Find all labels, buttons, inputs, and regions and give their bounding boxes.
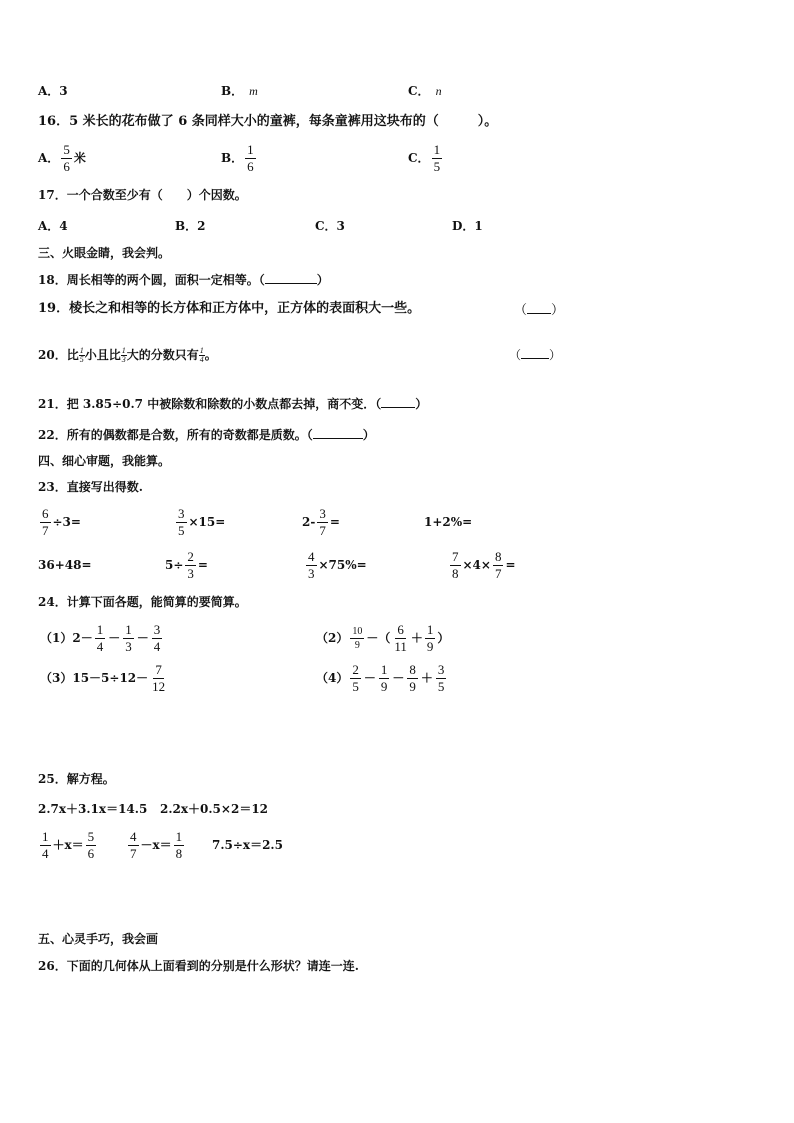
q25-equation-1: 2.7x＋3.1x＝14.5: [38, 802, 148, 816]
q21-text: 21．把 3.85÷0.7 中被除数和除数的小数点都去掉，商不变．（ ）: [38, 397, 428, 411]
q15-option-c: C． n: [408, 84, 442, 98]
fraction: 1 4: [199, 345, 204, 364]
q23-expr-2: $\frac{3}{5}$ ×15=: [178, 505, 226, 538]
answer-blank[interactable]: [521, 346, 549, 359]
q23-expr-4: 1+2%=: [424, 515, 473, 529]
q23-expr-8: $\frac{7}{8}$ ×4× $\frac{8}{7}$ =: [452, 548, 516, 581]
q25-text: 25．解方程。: [38, 772, 115, 786]
fraction: 7 12: [152, 661, 166, 694]
q19-answer: （ ）: [514, 303, 565, 318]
fraction: 3 5: [437, 661, 445, 694]
fraction: 10 9: [352, 625, 363, 651]
q24-problem-4: （4） 2 5 － 1 9 － 8 9 ＋ 3 5: [316, 661, 445, 694]
answer-blank[interactable]: [313, 426, 363, 439]
fraction: 5 6: [63, 141, 70, 174]
fraction: $\frac{2}{3}$: [187, 548, 194, 581]
fraction: $\frac{3}{5}$: [178, 505, 185, 538]
fraction: 1 5: [433, 141, 441, 174]
q18-text: 18．周长相等的两个圆，面积一定相等。（ ）: [38, 273, 329, 287]
fraction: 1 9: [426, 621, 434, 654]
section-5-heading: 五、心灵手巧，我会画: [38, 932, 159, 946]
section-4-heading: 四、细心审题，我能算。: [38, 454, 171, 468]
q17-option-b: B．2: [175, 219, 206, 233]
fraction: 1 4: [96, 621, 104, 654]
fraction: 1 6: [247, 141, 254, 174]
q20-text: 20．比 1 5 小且比 1 3 大的分数只有 1 4 。: [38, 345, 217, 364]
q25-equation-2: 2.2x＋0.5×2＝12: [160, 802, 269, 816]
q16-text: 16．5 米长的花布做了 6 条同样大小的童裤，每条童裤用这块布的（ ）。: [38, 114, 498, 129]
fraction: 6 11: [394, 621, 407, 654]
fraction: 5 6: [87, 828, 95, 861]
fraction: 1 8: [175, 828, 183, 861]
q24-problem-2: （2） 10 9 －（ 6 11 ＋ 1 9 ）: [316, 621, 450, 654]
q25-equation-4: 4 7 －x＝ 1 8: [130, 828, 183, 861]
q17-option-d: D．1: [452, 219, 483, 233]
answer-blank[interactable]: [527, 301, 551, 314]
section-3-heading: 三、火眼金睛，我会判。: [38, 246, 171, 260]
fraction: $\frac{6}{7}$: [42, 505, 49, 538]
fraction: 1 3: [121, 345, 126, 364]
q23-expr-1: $\frac{6}{7}$ ÷3=: [42, 505, 81, 538]
q26-text: 26．下面的几何体从上面看到的分别是什么形状？请连一连.: [38, 959, 359, 973]
q16-option-a: A． 5 6 米: [38, 141, 86, 174]
q17-text: 17．一个合数至少有（ ）个因数。: [38, 188, 247, 202]
q23-expr-6: 5÷ $\frac{2}{3}$ =: [165, 548, 208, 581]
answer-blank[interactable]: [265, 271, 317, 284]
fraction: 1 4: [42, 828, 49, 861]
fraction: $\frac{8}{7}$: [494, 548, 502, 581]
q23-expr-3: 2- $\frac{3}{7}$ =: [302, 505, 340, 538]
q25-equation-3: 1 4 ＋x＝ 5 6: [42, 828, 95, 861]
q23-text: 23．直接写出得数.: [38, 480, 143, 494]
q16-option-b: B． 1 6: [221, 141, 254, 174]
q24-problem-1: （1）2－ 1 4 － 1 3 － 3 4: [40, 621, 161, 654]
q24-text: 24．计算下面各题，能简算的要简算。: [38, 595, 247, 609]
q16-option-c: C． 1 5: [408, 141, 441, 174]
q20-answer: （ ）: [509, 348, 562, 362]
q23-expr-5: 36+48=: [38, 558, 92, 572]
fraction: $\frac{7}{8}$: [452, 548, 459, 581]
q17-option-a: A．4: [38, 219, 68, 233]
q19-text: 19．棱长之和相等的长方体和正方体中，正方体的表面积大一些。: [38, 301, 421, 316]
q15-option-b: B． m: [221, 84, 258, 98]
q15-option-a: A．3: [38, 84, 68, 98]
fraction: 4 7: [130, 828, 137, 861]
fraction: 2 5: [352, 661, 359, 694]
q22-text: 22．所有的偶数都是合数，所有的奇数都是质数。（ ）: [38, 428, 375, 442]
q25-equation-5: 7.5÷x＝2.5: [212, 838, 283, 852]
fraction: 1 5: [79, 345, 84, 364]
fraction: 3 4: [153, 621, 161, 654]
q24-problem-3: （3）15－5÷12－ 7 12: [40, 661, 166, 694]
fraction: $\frac{3}{7}$: [319, 505, 326, 538]
fraction: $\frac{4}{3}$: [308, 548, 315, 581]
fraction: 8 9: [409, 661, 416, 694]
fraction: 1 9: [380, 661, 388, 694]
answer-blank[interactable]: [381, 395, 415, 408]
q17-option-c: C．3: [315, 219, 345, 233]
q23-expr-7: $\frac{4}{3}$ ×75%=: [308, 548, 367, 581]
fraction: 1 3: [125, 621, 132, 654]
